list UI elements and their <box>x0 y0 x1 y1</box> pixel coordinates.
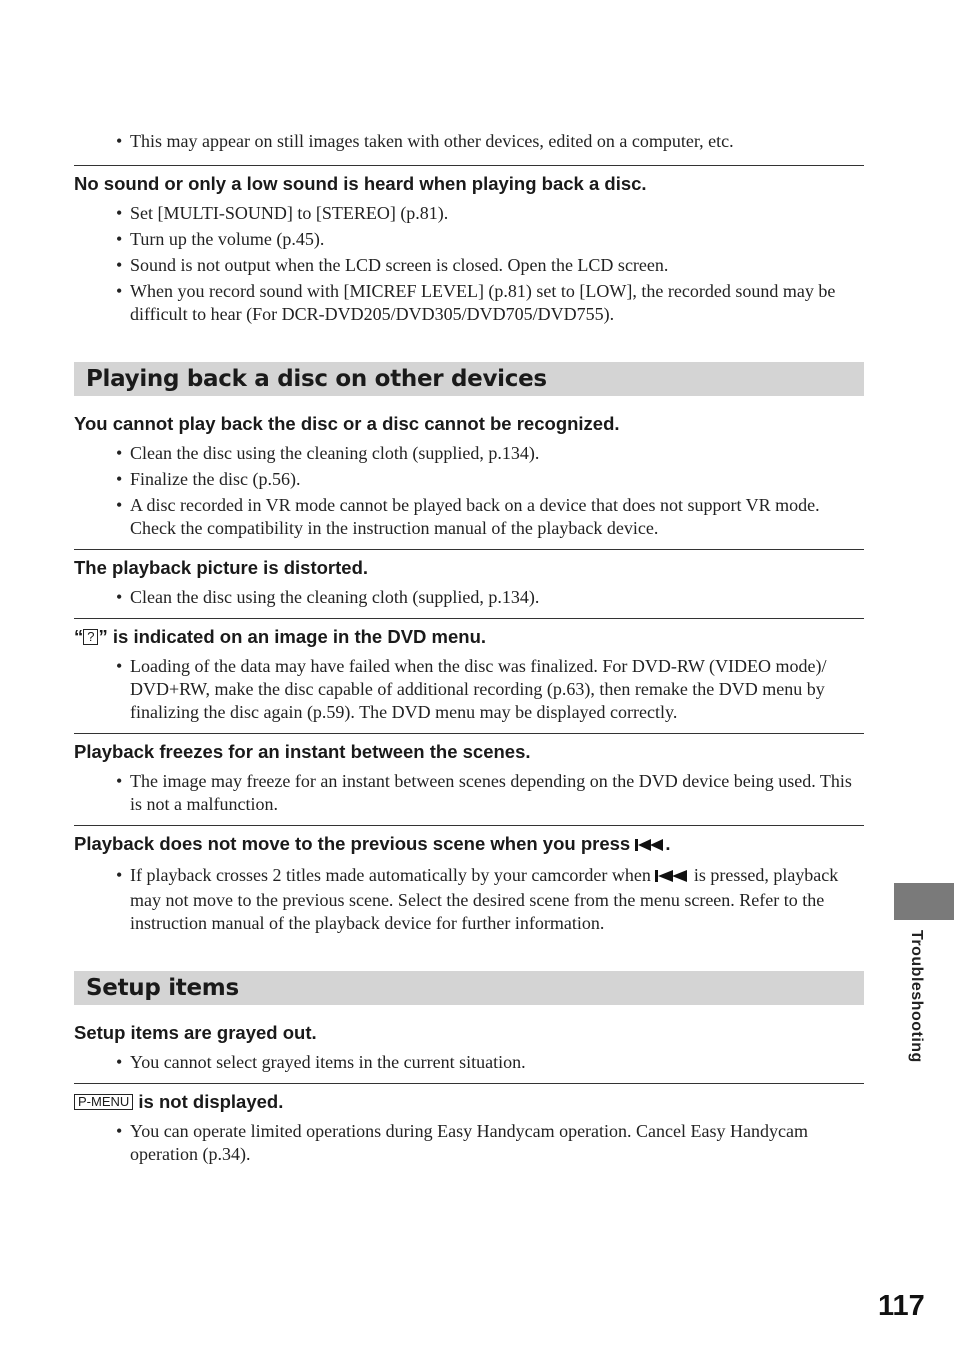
previous-title-end: . <box>665 833 671 854</box>
list-item: • Clean the disc using the cleaning cloth (supplied, p.134). <box>130 442 864 465</box>
divider <box>74 825 864 826</box>
list-item: • Loading of the data may have failed when the disc was finalized. For DVD-RW (VIDEO mode)/ DVD+RW, make the disc capable of additional recording (p.63), then remake the DVD menu by finalizing the disc again (p.59). The DVD menu may be displayed correctly. <box>130 655 864 724</box>
previous-bullet-text-rest: is pressed, playback may not move to the previous scene. Select the desired scene from the menu screen. Refer to the instruction manual of the playback device for further information. <box>130 865 839 933</box>
question-mark-icon: ? <box>83 629 98 645</box>
list-item: • Sound is not output when the LCD screen is closed. Open the LCD screen. <box>130 254 864 277</box>
open-quote: “ <box>74 626 84 647</box>
list-item <box>130 864 864 935</box>
bullet-list-no-sound <box>74 202 864 326</box>
bullet-list-cannot-play <box>74 442 864 540</box>
question-icon-indicated <box>74 625 864 649</box>
bullet-list-top <box>74 130 864 153</box>
list-item: • The image may freeze for an instant between scenes depending on the DVD device being used. This is not a malfunction. <box>130 770 864 816</box>
question-freezes: Playback freezes for an instant between the scenes. <box>74 741 531 762</box>
pmenu-title-rest: is not displayed. <box>138 1091 284 1112</box>
question-cannot-play: You cannot play back the disc or a disc cannot be recognized. <box>74 413 620 434</box>
bullet-list-grayed-out <box>74 1051 864 1074</box>
question-grayed-out: Setup items are grayed out. <box>74 1022 317 1043</box>
question-distorted: The playback picture is distorted. <box>74 557 369 578</box>
page-number: 117 <box>878 1290 925 1322</box>
skip-previous-icon <box>655 866 689 889</box>
divider <box>74 733 864 734</box>
list-item: • When you record sound with [MICREF LEVEL] (p.81) set to [LOW], the recorded sound may be difficult to hear (For DCR-DVD205/DVD305/DVD705/DVD755). <box>130 280 864 326</box>
previous-bullet-text: If playback crosses 2 titles made automatically by your camcorder when <box>130 865 651 885</box>
bullet-list-icon-indicated <box>74 655 864 724</box>
list-item: • Set [MULTI-SOUND] to [STEREO] (p.81). <box>130 202 864 225</box>
list-item: • You can operate limited operations during Easy Handycam operation. Cancel Easy Handycam operation (p.34). <box>130 1120 864 1166</box>
page-content <box>74 130 864 1169</box>
question-icon-title-rest: ” is indicated on an image in the DVD menu. <box>98 626 487 647</box>
divider <box>74 549 864 550</box>
list-item: • Finalize the disc (p.56). <box>130 468 864 491</box>
previous-title-text: Playback does not move to the previous scene when you press <box>74 833 631 854</box>
side-tab-marker <box>894 883 954 920</box>
list-item: • You cannot select grayed items in the current situation. <box>130 1051 864 1074</box>
skip-previous-icon <box>635 834 665 858</box>
bullet-list-pmenu <box>74 1120 864 1166</box>
bullet-list-previous-scene <box>74 864 864 935</box>
list-item: • Turn up the volume (p.45). <box>130 228 864 251</box>
side-tab-label: Troubleshooting <box>908 930 925 1063</box>
section-header-setup: Setup items <box>74 971 864 1005</box>
bullet-list-distorted <box>74 586 864 609</box>
divider <box>74 618 864 619</box>
list-item: • A disc recorded in VR mode cannot be played back on a device that does not support VR mode. Check the compatibility in the instruction manual of the playback device. <box>130 494 864 540</box>
p-menu-icon: P-MENU <box>74 1094 133 1110</box>
question-no-sound: No sound or only a low sound is heard when playing back a disc. <box>74 173 647 194</box>
section-header-playback: Playing back a disc on other devices <box>74 362 864 396</box>
question-previous-scene <box>74 832 864 858</box>
question-pmenu <box>74 1090 864 1114</box>
list-item: • This may appear on still images taken with other devices, edited on a computer, etc. <box>130 130 864 153</box>
divider <box>74 165 864 166</box>
divider <box>74 1083 864 1084</box>
bullet-list-freezes <box>74 770 864 816</box>
list-item: • Clean the disc using the cleaning cloth (supplied, p.134). <box>130 586 864 609</box>
